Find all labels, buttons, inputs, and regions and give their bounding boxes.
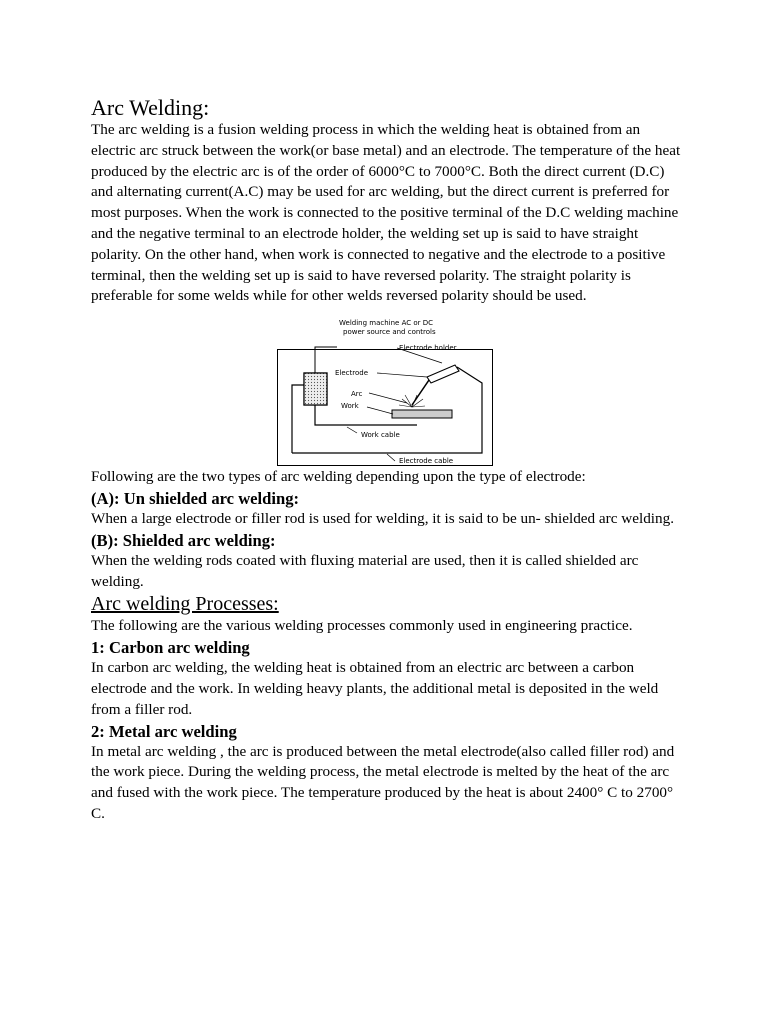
- process-2-heading: 2: Metal arc welding: [91, 721, 237, 741]
- label-machine-2: power source and controls: [343, 328, 436, 337]
- electrode-cable-left: [292, 385, 304, 453]
- label-arc: Arc: [351, 390, 363, 399]
- electrode-holder: [427, 365, 459, 383]
- arc-welding-diagram: [277, 315, 493, 467]
- type-a-text: When a large electrode or filler rod is used for welding, it is said to be un- shielded arc welding.: [91, 509, 674, 527]
- document-page: [91, 96, 681, 825]
- work-piece: [392, 410, 452, 418]
- processes-heading: Arc welding Processes:: [91, 593, 279, 616]
- leader-line: [315, 347, 337, 373]
- type-a-heading: (A): Un shielded arc welding:: [91, 488, 300, 508]
- label-electrode-cable: Electrode cable: [399, 457, 454, 466]
- label-work: Work: [341, 402, 359, 411]
- process-1-heading: 1: Carbon arc welding: [91, 638, 250, 658]
- type-b-text: When the welding rods coated with fluxing material are used, then it is called shielded arc welding.: [91, 551, 639, 590]
- page-title: Arc Welding:: [91, 95, 210, 120]
- label-holder: Electrode holder: [399, 344, 457, 353]
- processes-intro: The following are the various welding processes commonly used in engineering practice.: [91, 617, 633, 635]
- label-machine: Welding machine AC or DC: [339, 319, 434, 328]
- arc-sparks: [399, 395, 425, 407]
- type-b-heading: (B): Shielded arc welding:: [91, 530, 276, 550]
- process-1-text: In carbon arc welding, the welding heat is obtained from an electric arc between a carbon electrode and the work. In welding heavy plants, the additional metal is deposited in the weld from a filler rod.: [91, 659, 659, 718]
- label-work-cable: Work cable: [361, 431, 400, 440]
- label-electrode: Electrode: [335, 369, 369, 378]
- process-2-text: In metal arc welding , the arc is produced between the metal electrode(also called filler rod) and the work piece. During the welding process, the metal electrode is melted by the heat of the arc and fused with the work piece. The temperature produced by the heat is about 2400° C to 2700° C.: [91, 742, 675, 822]
- types-intro: Following are the two types of arc welding depending upon the type of electrode:: [91, 468, 586, 486]
- intro-paragraph: The arc welding is a fusion welding process in which the welding heat is obtained from an electric arc struck between the work(or base metal) and an electrode. The temperature of the heat produced by the electric arc is of the order of 6000°C to 7000°C. Both the direct current (D.C) and alternating current(A.C) may be used for arc welding, but the direct current is preferred for most purposes. When the work is connected to the positive terminal of the D.C welding machine and the negative terminal to an electrode holder, the welding set up is said to have straight polarity. On the other hand, when work is connected to negative and the electrode to a positive terminal, then the welding set up is said to have reversed polarity. The straight polarity is preferable for some welds while for other welds reversed polarity should be used.: [91, 121, 681, 305]
- diagram-frame: [278, 350, 493, 466]
